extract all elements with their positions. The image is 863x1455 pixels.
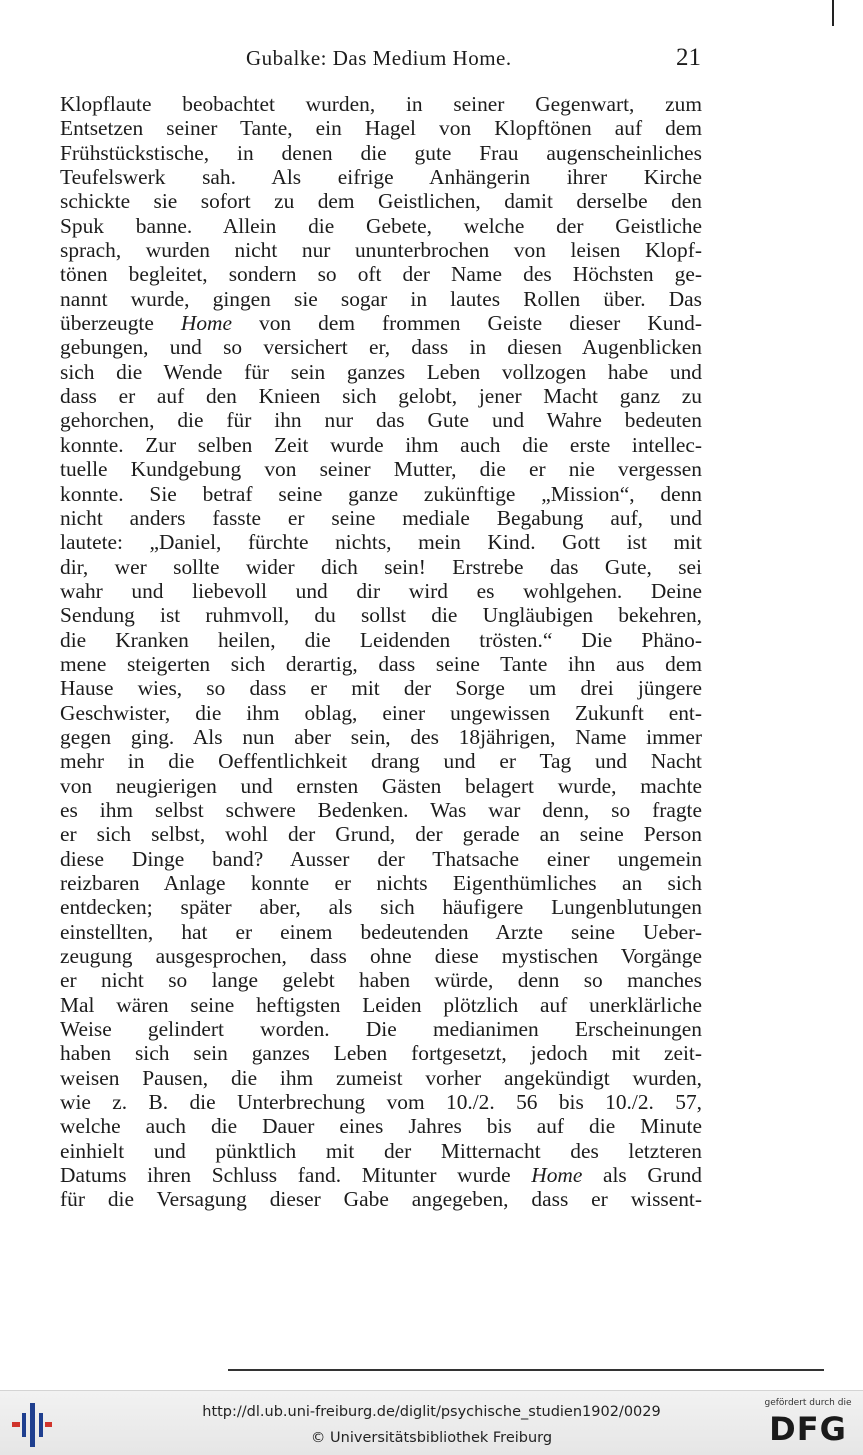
text-line: für die Versagung dieser Gabe angegeben, dass er wissent- <box>60 1187 702 1212</box>
text-line: von neugierigen und ernsten Gästen belagert wurde, machte <box>60 773 702 798</box>
text-line: gebungen, und so versichert er, dass in diesen Augenblicken <box>60 335 702 360</box>
text-line: Frühstückstische, in denen die gute Frau augenscheinliches <box>60 140 702 165</box>
text-line: tönen begleitet, sondern so oft der Name des Höchsten ge- <box>60 262 702 287</box>
text-line: wie z. B. die Unterbrechung vom 10./2. 56 bis 10./2. 57, <box>60 1090 702 1115</box>
text-line: lautete: „Daniel, fürchte nichts, mein Kind. Gott ist mit <box>60 530 702 555</box>
text-line: mene steigerten sich derartig, dass seine Tante ihn aus dem <box>60 651 702 676</box>
text-line: Entsetzen seiner Tante, ein Hagel von Klopftönen auf dem <box>60 116 702 141</box>
text-line: schickte sie sofort zu dem Geistlichen, damit derselbe den <box>60 189 702 214</box>
text-line: wahr und liebevoll und dir wird es wohlgehen. Deine <box>60 578 702 603</box>
page-edge-mark <box>832 0 834 26</box>
text-line: reizbaren Anlage konnte er nichts Eigenthümliches an sich <box>60 871 702 895</box>
text-line: tuelle Kundgebung von seiner Mutter, die er nie vergessen <box>60 457 702 482</box>
text-line: Teufelswerk sah. Als eifrige Anhängerin ihrer Kirche <box>60 165 702 190</box>
document-url-link[interactable]: http://dl.ub.uni-freiburg.de/diglit/psychische_studien1902/0029 <box>202 1404 661 1420</box>
text-line: Geschwister, die ihm oblag, einer ungewissen Zukunft ent- <box>60 700 702 725</box>
text-line: er sich selbst, wohl der Grund, der gerade an seine Person <box>60 822 702 847</box>
text-line: einstellten, hat er einem bedeutenden Arzte seine Ueber- <box>60 919 702 944</box>
text-line: sich die Wende für sein ganzes Leben vollzogen habe und <box>60 359 702 384</box>
text-line: nicht anders fasste er seine mediale Begabung auf, und <box>60 505 702 530</box>
footer-rule <box>228 1369 824 1371</box>
text-line: Hause wies, so dass er mit der Sorge um drei jüngere <box>60 676 702 701</box>
text-line: zeugung ausgesprochen, dass ohne diese mystischen Vorgänge <box>60 944 702 969</box>
text-line: Weise gelindert worden. Die medianimen Erscheinungen <box>60 1017 702 1042</box>
copyright-notice: © Universitätsbibliothek Freiburg <box>310 1430 553 1446</box>
sponsor-tagline: gefördert durch die <box>764 1398 852 1408</box>
text-line: sprach, wurden nicht nur ununterbrochen von leisen Klopf- <box>60 238 702 263</box>
text-line <box>60 311 702 335</box>
text-line: haben sich sein ganzes Leben fortgesetzt, jedoch mit zeit- <box>60 1041 702 1066</box>
running-title: Gubalke: Das Medium Home. <box>246 46 512 70</box>
text-line: welche auch die Dauer eines Jahres bis auf die Minute <box>60 1114 702 1139</box>
body-text <box>60 92 702 1212</box>
italic-name: Home <box>531 1163 583 1188</box>
text-line: diese Dinge band? Ausser der Thatsache einer ungemein <box>60 846 702 871</box>
text-line: er nicht so lange gelebt haben würde, denn so manches <box>60 968 702 993</box>
text-line: nannt wurde, gingen sie sogar in lautes Rollen über. Das <box>60 286 702 311</box>
text-line: weisen Pausen, die ihm zumeist vorher angekündigt wurden, <box>60 1065 702 1090</box>
text-line: konnte. Sie betraf seine ganze zukünftige „Mission“, denn <box>60 481 702 506</box>
text-run: von dem frommen Geiste dieser Kund- <box>231 311 702 336</box>
text-line: gehorchen, die für ihn nur das Gute und Wahre bedeuten <box>60 408 702 433</box>
text-line: dir, wer sollte wider dich sein! Erstrebe das Gute, sei <box>60 554 702 579</box>
text-line: konnte. Zur selben Zeit wurde ihm auch die erste intellec- <box>60 432 702 457</box>
text-run: überzeugte <box>60 311 181 336</box>
text-run: Datums ihren Schluss fand. Mitunter wurde <box>60 1163 532 1188</box>
running-head <box>0 44 863 78</box>
dfg-logo: DFG <box>769 1410 847 1448</box>
text-line: einhielt und pünktlich mit der Mitternacht des letzteren <box>60 1138 702 1163</box>
text-line <box>60 1163 702 1187</box>
text-line: dass er auf den Knieen sich gelobt, jener Macht ganz zu <box>60 384 702 409</box>
text-line: Spuk banne. Allein die Gebete, welche der Geistliche <box>60 213 702 238</box>
text-line: entdecken; später aber, als sich häufigere Lungenblutungen <box>60 895 702 920</box>
page-number: 21 <box>676 44 701 71</box>
text-line: es ihm selbst schwere Bedenken. Was war denn, so fragte <box>60 797 702 822</box>
text-line: Mal wären seine heftigsten Leiden plötzlich auf unerklärliche <box>60 992 702 1017</box>
text-line: Klopflaute beobachtet wurden, in seiner Gegenwart, zum <box>60 92 702 116</box>
text-line: mehr in die Oeffentlichkeit drang und er Tag und Nacht <box>60 749 702 774</box>
text-line: gegen ging. Als nun aber sein, des 18jährigen, Name immer <box>60 724 702 749</box>
sponsor-badge[interactable] <box>758 1398 858 1452</box>
text-line: Sendung ist ruhmvoll, du sollst die Ungläubigen bekehren, <box>60 603 702 628</box>
text-run: als Grund <box>582 1163 702 1188</box>
italic-name: Home <box>180 311 232 336</box>
text-line: die Kranken heilen, die Leidenden trösten.“ Die Phäno- <box>60 627 702 652</box>
